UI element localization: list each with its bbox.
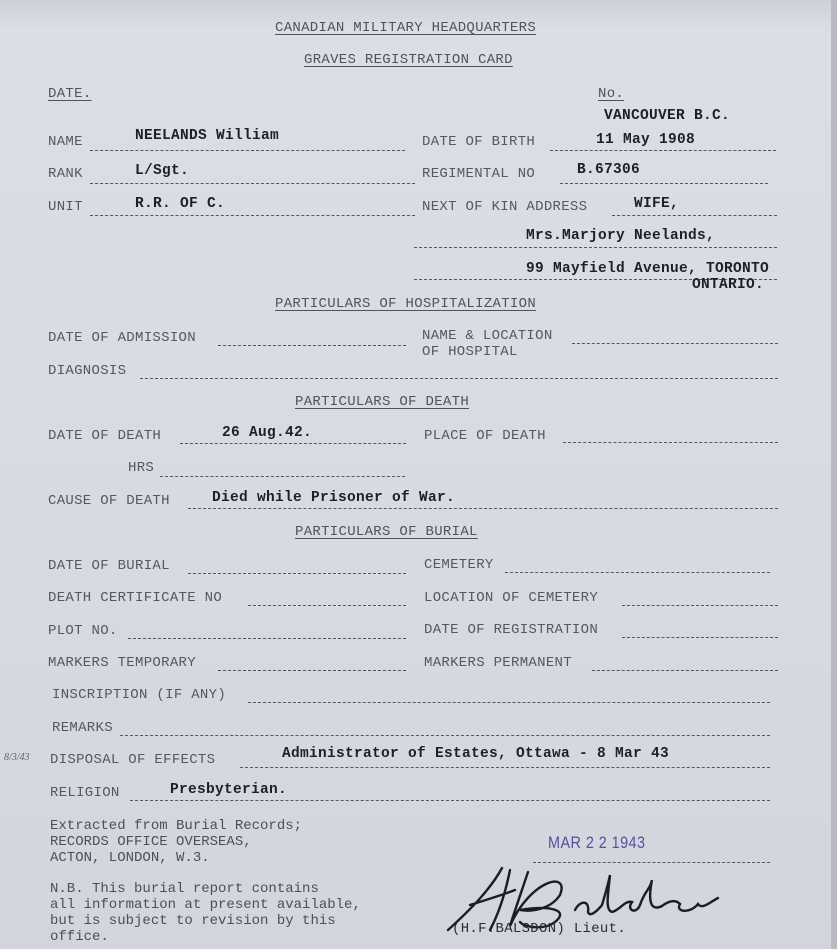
next-of-kin-label: NEXT OF KIN ADDRESS <box>422 199 588 215</box>
extracted-line: Extracted from Burial Records; <box>50 818 303 834</box>
extracted-line: RECORDS OFFICE OVERSEAS, <box>50 834 252 850</box>
next-of-kin-address: 99 Mayfield Avenue, TORONTO <box>526 261 770 277</box>
org-heading: CANADIAN MILITARY HEADQUARTERS <box>275 20 537 36</box>
dob-label: DATE OF BIRTH <box>422 134 536 150</box>
nb-line: N.B. This burial report contains <box>50 881 319 897</box>
diagnosis-label: DIAGNOSIS <box>48 363 127 379</box>
name-value: NEELANDS William <box>135 128 280 144</box>
name-label: NAME <box>48 134 83 150</box>
cemetery-location-label: LOCATION OF CEMETERY <box>424 590 599 606</box>
markers-permanent-label: MARKERS PERMANENT <box>424 655 572 671</box>
hrs-label: HRS <box>128 460 155 476</box>
remarks-label: REMARKS <box>52 720 113 736</box>
rank-label: RANK <box>48 166 83 182</box>
death-heading: PARTICULARS OF DEATH <box>295 394 470 410</box>
margin-note: 8/3/43 <box>4 752 30 763</box>
cemetery-label: CEMETERY <box>424 557 494 573</box>
nb-line: office. <box>50 929 109 945</box>
card-title: GRAVES REGISTRATION CARD <box>304 52 513 68</box>
date-of-death-label: DATE OF DEATH <box>48 428 162 444</box>
signatory-name: (H.F.BALSDON) Lieut. <box>452 921 627 937</box>
next-of-kin-province: ONTARIO. <box>692 277 765 293</box>
extracted-from <box>50 818 302 866</box>
markers-temporary-label: MARKERS TEMPORARY <box>48 655 196 671</box>
number-label: No. <box>598 86 625 102</box>
date-of-burial-label: DATE OF BURIAL <box>48 558 170 574</box>
date-of-death-value: 26 Aug.42. <box>222 425 313 441</box>
extracted-line: ACTON, LONDON, W.3. <box>50 850 210 866</box>
unit-label: UNIT <box>48 199 83 215</box>
disposal-of-effects-label: DISPOSAL OF EFFECTS <box>50 752 216 768</box>
inscription-label: INSCRIPTION (IF ANY) <box>52 687 227 703</box>
next-of-kin-name: Mrs.Marjory Neelands, <box>526 228 716 244</box>
unit-value: R.R. OF C. <box>135 196 226 212</box>
disposal-of-effects-value: Administrator of Estates, Ottawa - 8 Mar 43 <box>282 746 670 762</box>
cause-of-death-value: Died while Prisoner of War. <box>212 490 456 506</box>
nb-note <box>50 881 361 945</box>
admission-label: DATE OF ADMISSION <box>48 330 196 346</box>
religion-value: Presbyterian. <box>170 782 288 798</box>
hospitalization-heading: PARTICULARS OF HOSPITALIZATION <box>275 296 537 312</box>
hospital-label-2: OF HOSPITAL <box>422 344 518 360</box>
next-of-kin-relation: WIFE, <box>634 196 680 212</box>
rank-value: L/Sgt. <box>135 163 190 179</box>
location-value: VANCOUVER B.C. <box>604 108 731 124</box>
date-of-registration-label: DATE OF REGISTRATION <box>424 622 599 638</box>
date-stamp: MAR 2 2 1943 <box>548 833 646 852</box>
dob-value: 11 May 1908 <box>596 132 696 148</box>
nb-line: but is subject to revision by this <box>50 913 336 929</box>
regimental-no-label: REGIMENTAL NO <box>422 166 536 182</box>
cause-of-death-label: CAUSE OF DEATH <box>48 493 170 509</box>
regimental-no-value: B.67306 <box>577 162 641 178</box>
date-label: DATE. <box>48 86 92 102</box>
nb-line: all information at present available, <box>50 897 361 913</box>
religion-label: RELIGION <box>50 785 120 801</box>
burial-heading: PARTICULARS OF BURIAL <box>295 524 478 540</box>
plot-no-label: PLOT NO. <box>48 623 118 639</box>
place-of-death-label: PLACE OF DEATH <box>424 428 546 444</box>
hospital-label: NAME & LOCATION <box>422 328 553 344</box>
scan-edge <box>831 0 837 949</box>
death-certificate-label: DEATH CERTIFICATE NO <box>48 590 223 606</box>
